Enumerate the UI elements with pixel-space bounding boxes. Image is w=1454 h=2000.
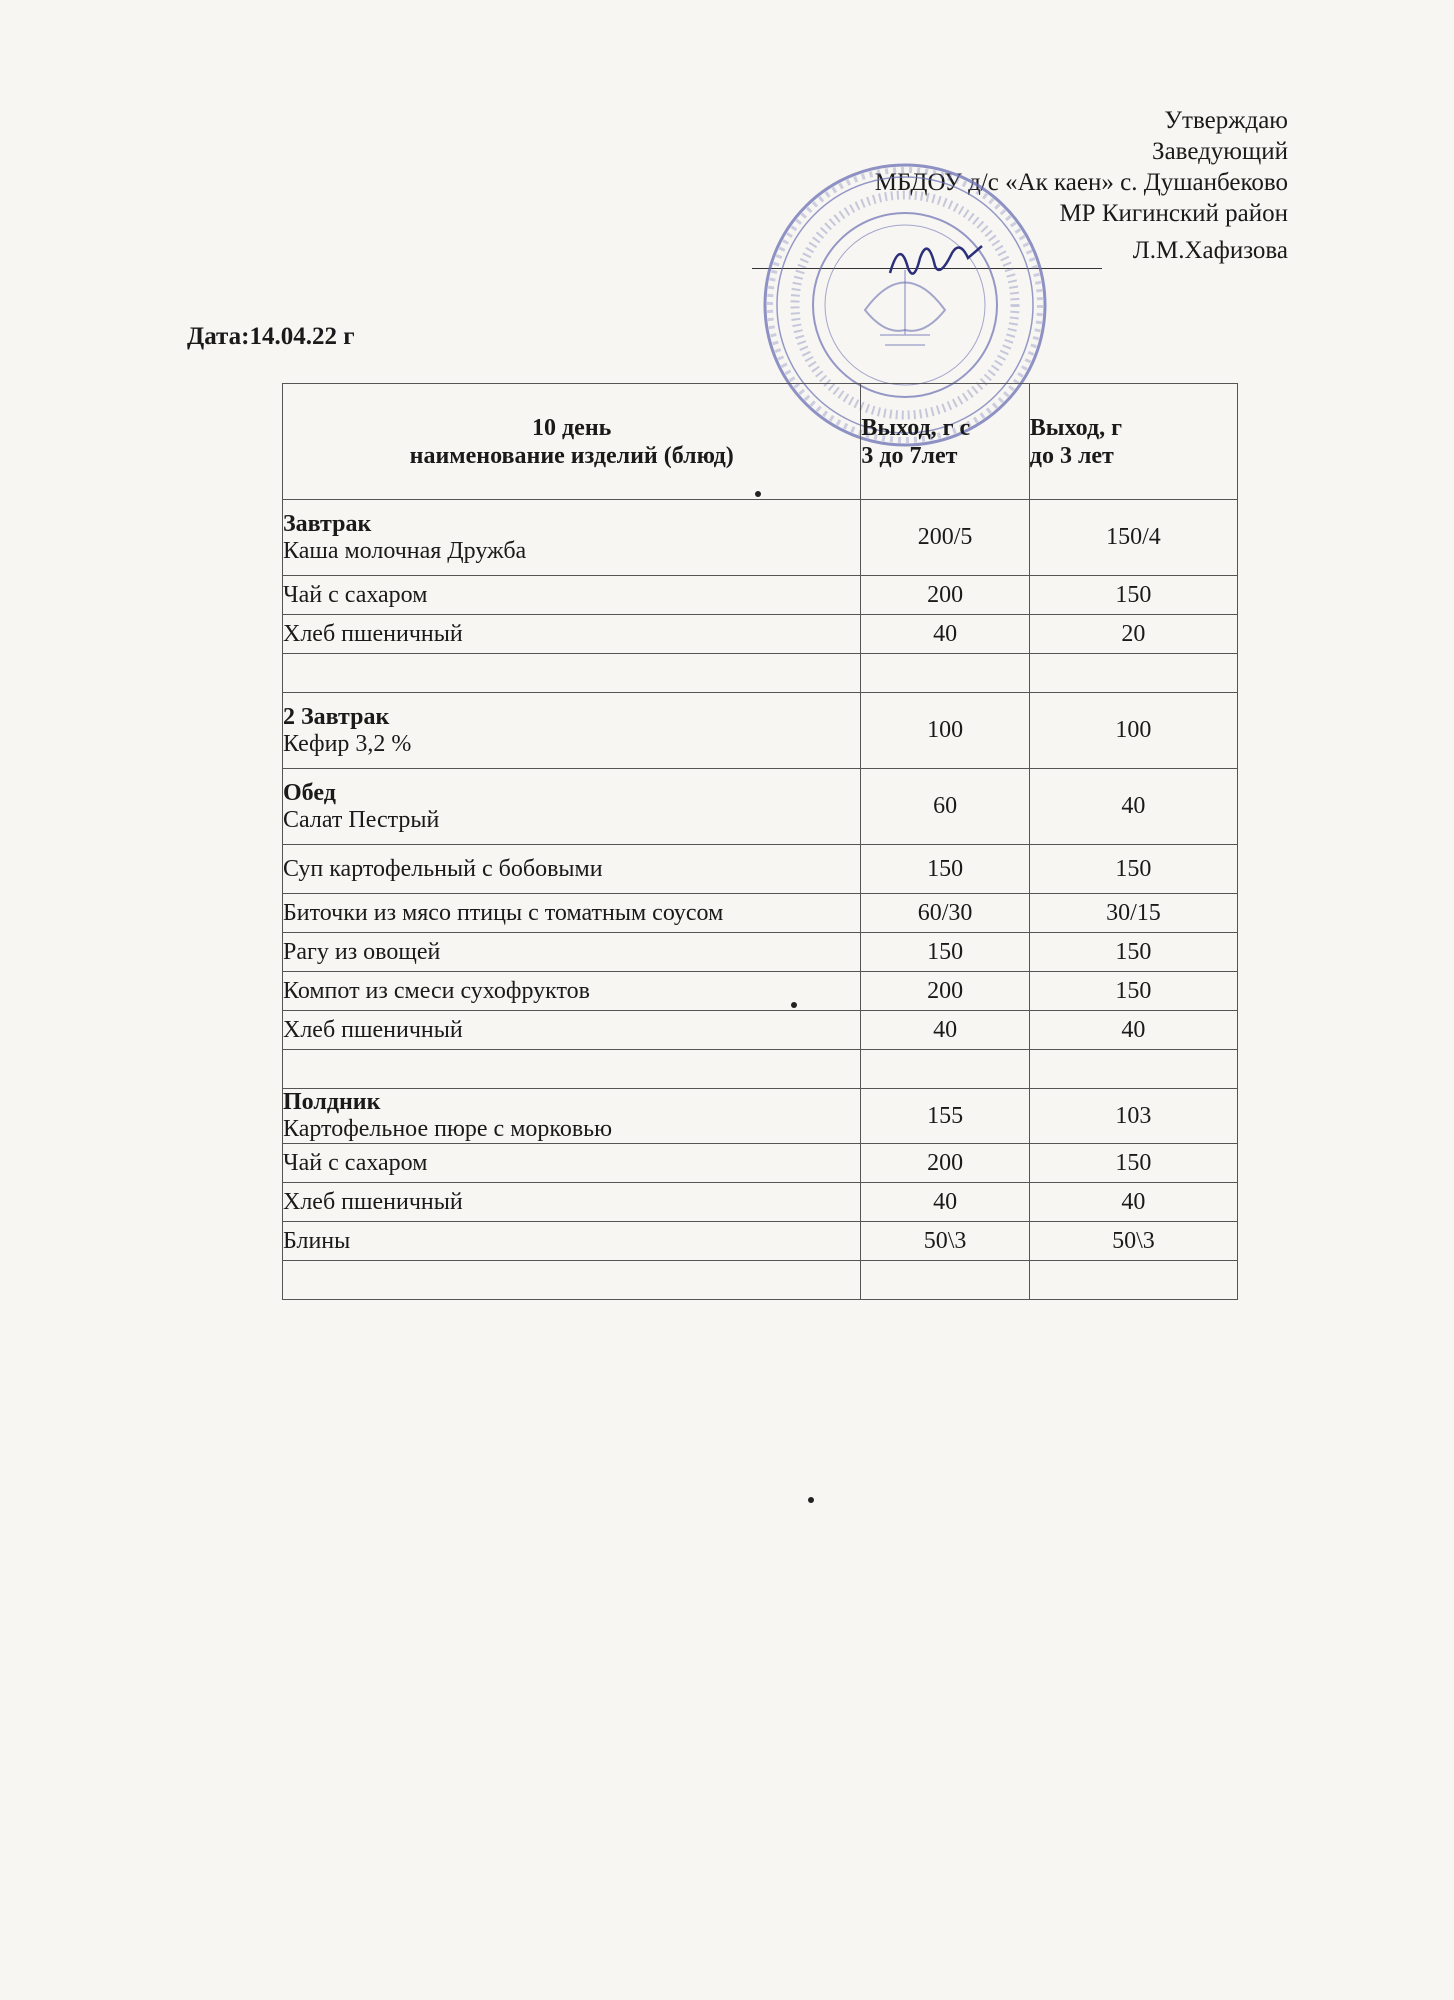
yield-3-7: 150 (861, 845, 1029, 894)
approval-name: Л.М.Хафизова (1132, 237, 1288, 264)
dish-name: Кефир 3,2 % (283, 730, 412, 757)
yield-under-3: 50\3 (1029, 1222, 1237, 1261)
yield-3-7: 200/5 (861, 500, 1029, 576)
yield-3-7: 100 (861, 693, 1029, 769)
yield-3-7: 150 (861, 933, 1029, 972)
section-breakfast: Завтрак (283, 510, 372, 537)
approval-title: Утверждаю (1164, 107, 1288, 134)
yield-under-3: 30/15 (1029, 894, 1237, 933)
yield-3-7: 200 (861, 1144, 1029, 1183)
yield-3-7: 40 (861, 1011, 1029, 1050)
header-dish-label: наименование изделий (блюд) (409, 442, 734, 469)
scan-speck (791, 1002, 797, 1008)
header-yield-3-7-line2: 3 до 7лет (861, 442, 958, 469)
dish-name: Суп картофельный с бобовыми (283, 845, 861, 894)
dish-name: Салат Пестрый (283, 806, 440, 833)
dish-cell (283, 693, 861, 769)
yield-3-7: 200 (861, 972, 1029, 1011)
table-row (283, 1222, 1238, 1261)
scan-speck (808, 1497, 814, 1503)
dish-name: Хлеб пшеничный (283, 1011, 861, 1050)
menu-table (282, 383, 1238, 1300)
table-row (283, 933, 1238, 972)
yield-under-3: 40 (1029, 769, 1237, 845)
yield-under-3: 150/4 (1029, 500, 1237, 576)
yield-3-7: 155 (861, 1089, 1029, 1144)
table-row-empty (283, 1261, 1238, 1300)
yield-under-3: 150 (1029, 845, 1237, 894)
approval-organization: МБДОУ д/с «Ак каен» с. Душанбеково (874, 169, 1288, 196)
dish-name: Рагу из овощей (283, 933, 861, 972)
dish-name: Хлеб пшеничный (283, 1183, 861, 1222)
header-yield-under-3-line2: до 3 лет (1029, 442, 1114, 469)
table-row (283, 1011, 1238, 1050)
table-row (283, 693, 1238, 769)
dish-name: Блины (283, 1222, 861, 1261)
yield-under-3: 103 (1029, 1089, 1237, 1144)
yield-under-3: 150 (1029, 933, 1237, 972)
table-header-row (283, 384, 1238, 500)
yield-under-3: 150 (1029, 576, 1237, 615)
table-row (283, 972, 1238, 1011)
yield-3-7: 60 (861, 769, 1029, 845)
dish-name: Чай с сахаром (283, 1144, 861, 1183)
header-yield-3-7 (861, 384, 1029, 500)
table-row (283, 576, 1238, 615)
yield-3-7: 40 (861, 1183, 1029, 1222)
dish-name: Каша молочная Дружба (283, 537, 527, 564)
header-yield-3-7-line1: Выход, г с (861, 414, 971, 441)
dish-cell (283, 769, 861, 845)
yield-under-3: 40 (1029, 1183, 1237, 1222)
dish-cell (283, 500, 861, 576)
section-lunch: Обед (283, 779, 336, 806)
table-row (283, 1183, 1238, 1222)
yield-3-7: 40 (861, 615, 1029, 654)
table-row (283, 1144, 1238, 1183)
header-dish-name (283, 384, 861, 500)
dish-name: Хлеб пшеничный (283, 615, 861, 654)
signature-mark (880, 228, 990, 288)
yield-under-3: 150 (1029, 1144, 1237, 1183)
table-row-empty (283, 1050, 1238, 1089)
table-row (283, 615, 1238, 654)
menu-date: Дата:14.04.22 г (187, 323, 355, 350)
table-row (283, 500, 1238, 576)
table-row (283, 894, 1238, 933)
dish-name: Компот из смеси сухофруктов (283, 972, 861, 1011)
section-second-breakfast: 2 Завтрак (283, 703, 390, 730)
dish-name: Биточки из мясо птицы с томатным соусом (283, 894, 861, 933)
yield-under-3: 40 (1029, 1011, 1237, 1050)
yield-3-7: 200 (861, 576, 1029, 615)
scan-speck (755, 491, 761, 497)
approval-position: Заведующий (1152, 138, 1288, 165)
header-yield-under-3-line1: Выход, г (1029, 414, 1122, 441)
table-row (283, 769, 1238, 845)
table-row (283, 1089, 1238, 1144)
header-day: 10 день (532, 414, 612, 441)
yield-3-7: 50\3 (861, 1222, 1029, 1261)
yield-under-3: 20 (1029, 615, 1237, 654)
table-row (283, 845, 1238, 894)
approval-district: МР Кигинский район (1059, 200, 1288, 227)
section-snack: Полдник (283, 1089, 381, 1115)
table-row-empty (283, 654, 1238, 693)
dish-cell (283, 1089, 861, 1144)
dish-name: Картофельное пюре с морковью (283, 1116, 613, 1142)
yield-3-7: 60/30 (861, 894, 1029, 933)
header-yield-under-3 (1029, 384, 1237, 500)
yield-under-3: 150 (1029, 972, 1237, 1011)
dish-name: Чай с сахаром (283, 576, 861, 615)
yield-under-3: 100 (1029, 693, 1237, 769)
